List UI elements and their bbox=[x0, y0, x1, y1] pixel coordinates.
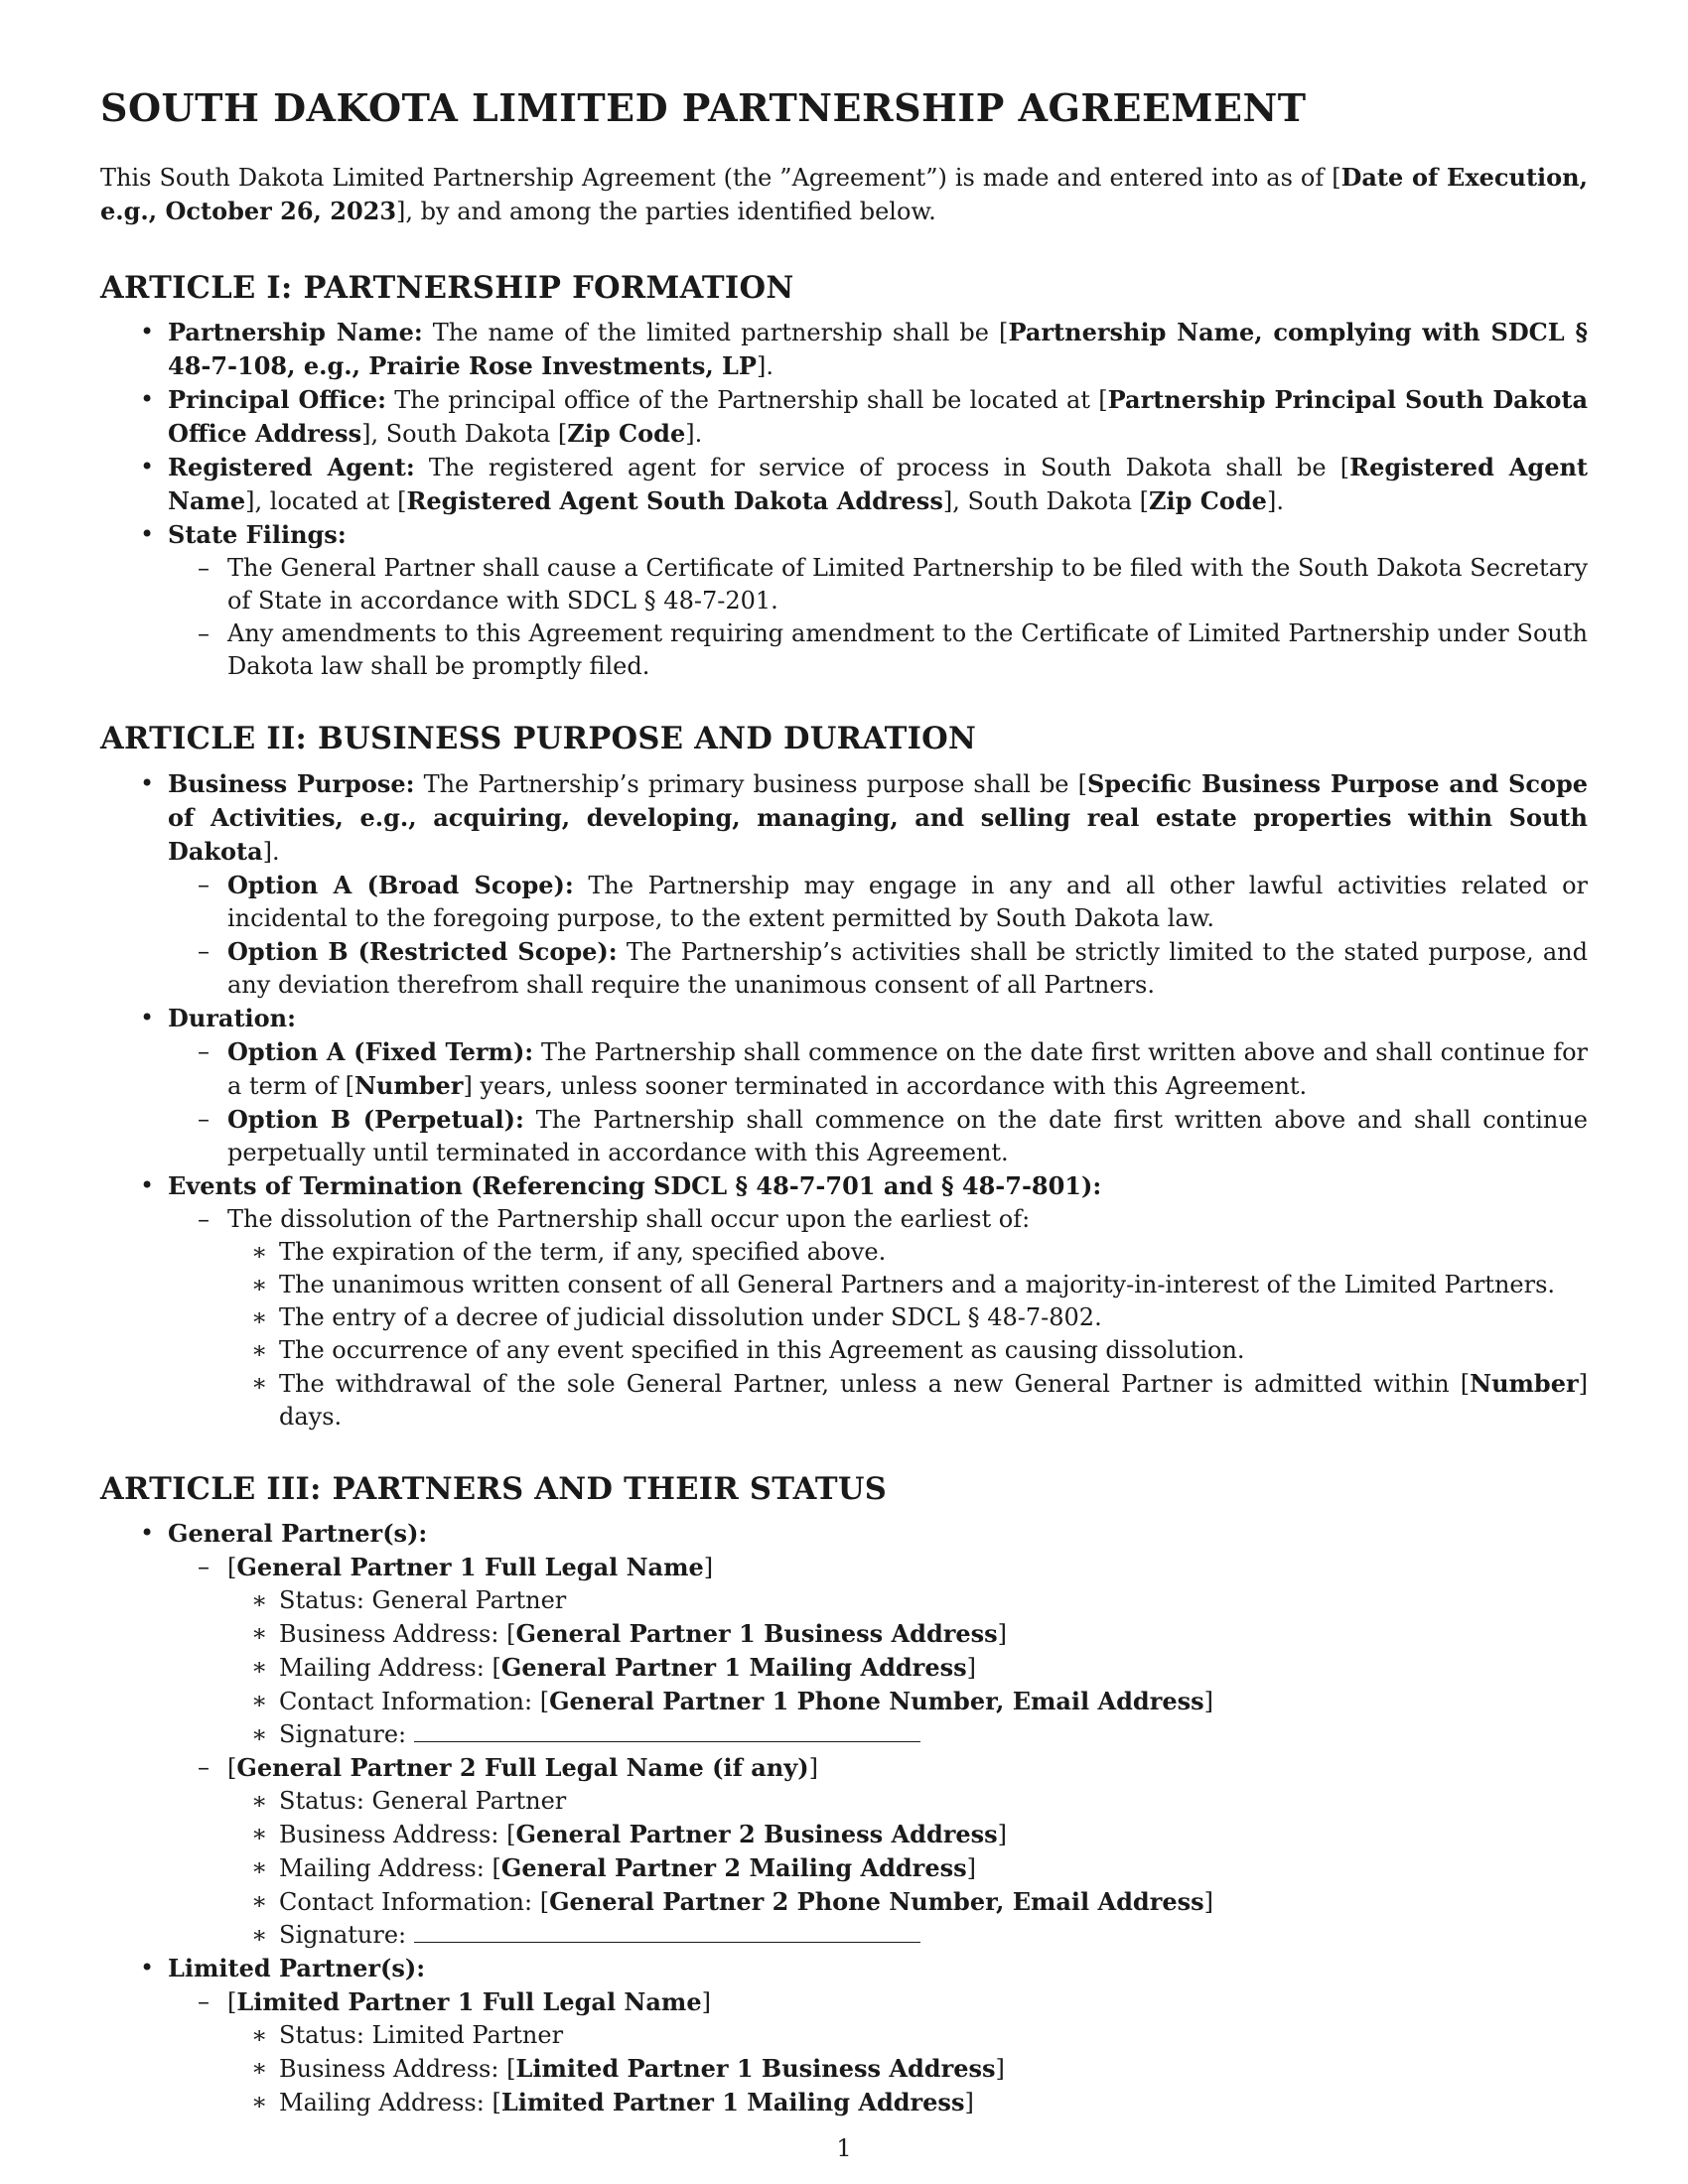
article-3-list bbox=[100, 1517, 1588, 2119]
intro-text: This South Dakota Limited Partnership Agreement (the ”Agreement”) is made and entered into as of [ bbox=[100, 163, 1341, 192]
list-item-perpetual: – Option B (Perpetual): The Partnership shall commence on the date first written above and shall continue perpetually until terminated in accordance with this Agreement. bbox=[168, 1103, 1588, 1169]
list-item: – Any amendments to this Agreement requiring amendment to the Certificate of Limited Partnership under South Dakota law shall be promptly filed. bbox=[168, 617, 1588, 683]
limited-partners-list bbox=[100, 1985, 1588, 2119]
list-item: ∗ The expiration of the term, if any, specified above. bbox=[227, 1236, 1588, 1269]
list-item: ∗ The unanimous written consent of all General Partners and a majority-in-interest of the Limited Partners. bbox=[227, 1269, 1588, 1301]
lp1-details bbox=[168, 2019, 1588, 2119]
general-partners-list bbox=[100, 1551, 1588, 1952]
list-item: ∗ The withdrawal of the sole General Partner, unless a new General Partner is admitted within [Number] days. bbox=[227, 1367, 1588, 1433]
list-item: – The General Partner shall cause a Certificate of Limited Partnership to be filed with the South Dakota Secretary of State in accordance with SDCL § 48-7-201. bbox=[168, 552, 1588, 617]
page-number: 1 bbox=[836, 2134, 852, 2162]
list-item-limited-partner-1: – [Limited Partner 1 Full Legal Name] ∗ Status: Limited Partner ∗ Business Address: [Limited Partner 1 Business Address] ∗ Mailing Address: [Limited Partner 1 Mailing Address] bbox=[168, 1985, 1588, 2119]
gp2-name-field: General Partner 2 Full Legal Name (if any) bbox=[236, 1753, 809, 1783]
agent-name-field: Registered Agent Name bbox=[168, 453, 1589, 516]
list-item: ∗ Status: General Partner bbox=[227, 1584, 1588, 1617]
termination-events-list bbox=[168, 1236, 1588, 1433]
list-item-partnership-name: • Partnership Name: The name of the limited partnership shall be [Partnership Name, complying with SDCL § 48-7-108, e.g., Prairie Rose Investments, LP]. bbox=[100, 316, 1588, 383]
agent-address-field: Registered Agent South Dakota Address bbox=[406, 486, 943, 516]
list-item: ∗ Signature: bbox=[227, 1718, 1588, 1751]
list-item-termination: • Events of Termination (Referencing SDCL § 48-7-701 and § 48-7-801): – The dissolution of the Partnership shall occur upon the earliest of: ∗ The expiration of the term, if any, specified above. ∗ The unanimous written consent of all General Partners and a majority-in-interest of the Limited Partners. ∗ The entry of a decree of judicial dissolution under SDCL § 48-7-802. ∗ The occurrence of any event specified in this Agreement as causing dissolution. ∗ The withdrawal of the sole General Partner, unless a new General Partner is admitted within [Number] days. bbox=[100, 1169, 1588, 1433]
gp2-signature-line[interactable] bbox=[414, 1920, 920, 1943]
document-page bbox=[100, 85, 1588, 2157]
list-item-fixed-term: – Option A (Fixed Term): The Partnership shall commence on the date first written above and shall continue for a term of [Number] years, unless sooner terminated in accordance with this Agreement. bbox=[168, 1035, 1588, 1103]
article-1-heading: ARTICLE I: PARTNERSHIP FORMATION bbox=[100, 269, 794, 306]
agent-zip-field: Zip Code bbox=[1149, 486, 1267, 516]
duration-options-list bbox=[100, 1035, 1588, 1169]
gp1-name-field: General Partner 1 Full Legal Name bbox=[236, 1553, 704, 1582]
list-item-general-partner-2: – [General Partner 2 Full Legal Name (if any)] ∗ Status: General Partner ∗ Business Address: [General Partner 2 Business Address] ∗ Mailing Address: [General Partner 2 Mailing Address] ∗ Contact Information: [General Partner 2 Phone Number, Email Address] ∗ Signature: bbox=[168, 1751, 1588, 1952]
list-item-business-purpose: • Business Purpose: The Partnership’s primary business purpose shall be [Specific Business Purpose and Scope of Activities, e.g., acquiring, developing, managing, and selling real estate properties within South Dakota]. – Option A (Broad Scope): The Partnership may engage in any and all other lawful activities related or incidental to the foregoing purpose, to the extent permitted by South Dakota law. – Option B (Restricted Scope): The Partnership’s activities shall be strictly limited to the stated purpose, and any deviation therefrom shall require the unanimous consent of all Partners. bbox=[100, 767, 1588, 1002]
purpose-options-list bbox=[100, 869, 1588, 1002]
gp1-details bbox=[168, 1584, 1588, 1751]
list-item: ∗ Mailing Address: [General Partner 1 Mailing Address] bbox=[227, 1651, 1588, 1685]
list-item: ∗ Status: Limited Partner bbox=[227, 2019, 1588, 2052]
list-item-registered-agent: • Registered Agent: The registered agent for service of process in South Dakota shall be [Registered Agent Name], located at [Registered Agent South Dakota Address], South Dakota [Zip Code]. bbox=[100, 451, 1588, 518]
termination-list bbox=[100, 1203, 1588, 1433]
list-item: ∗ Mailing Address: [Limited Partner 1 Mailing Address] bbox=[227, 2086, 1588, 2119]
list-item-duration: • Duration: – Option A (Fixed Term): The Partnership shall commence on the date first written above and shall continue for a term of [Number] years, unless sooner terminated in accordance with this Agreement. – Option B (Perpetual): The Partnership shall commence on the date first written above and shall continue perpetually until terminated in accordance with this Agreement. bbox=[100, 1002, 1588, 1169]
list-item-general-partners: • General Partner(s): – [General Partner 1 Full Legal Name] ∗ Status: General Partner ∗ Business Address: [General Partner 1 Business Address] ∗ Mailing Address: [General Partner 1 Mailing Address] ∗ Contact Information: [General Partner 1 Phone Number, Email Address] ∗ Signature: – [General Partner 2 Full Legal Name (if any)] ∗ Status: General Partner ∗ Business Address: [General Partner 2 Business Address] ∗ Mailing Address: [General Partner 2 Mailing Address] ∗ Contact Information: [General Partner 2 Phone Number, Email Address] ∗ Signature: bbox=[100, 1517, 1588, 1952]
article-1-list bbox=[100, 316, 1588, 683]
list-item-general-partner-1: – [General Partner 1 Full Legal Name] ∗ Status: General Partner ∗ Business Address: [General Partner 1 Business Address] ∗ Mailing Address: [General Partner 1 Mailing Address] ∗ Contact Information: [General Partner 1 Phone Number, Email Address] ∗ Signature: bbox=[168, 1551, 1588, 1751]
article-1 bbox=[100, 270, 1588, 684]
partnership-name-field: Partnership Name, complying with SDCL § 48-7-108, e.g., Prairie Rose Investments, LP bbox=[168, 318, 1588, 381]
list-item-limited-partners: • Limited Partner(s): – [Limited Partner 1 Full Legal Name] ∗ Status: Limited Partner ∗ Business Address: [Limited Partner 1 Business Address] ∗ Mailing Address: [Limited Partner 1 Mailing Address] bbox=[100, 1952, 1588, 2119]
list-item: ∗ Business Address: [Limited Partner 1 Business Address] bbox=[227, 2052, 1588, 2086]
list-item-option-b: – Option B (Restricted Scope): The Partnership’s activities shall be strictly limited to the stated purpose, and any deviation therefrom shall require the unanimous consent of all Partners. bbox=[168, 935, 1588, 1002]
state-filings-list bbox=[100, 552, 1588, 683]
article-2-heading: ARTICLE II: BUSINESS PURPOSE AND DURATION bbox=[100, 721, 977, 757]
list-item: ∗ Status: General Partner bbox=[227, 1785, 1588, 1818]
list-item: ∗ Contact Information: [General Partner 1 Phone Number, Email Address] bbox=[227, 1685, 1588, 1718]
office-zip-field: Zip Code bbox=[567, 419, 686, 449]
list-item: ∗ Mailing Address: [General Partner 2 Mailing Address] bbox=[227, 1851, 1588, 1885]
list-item: ∗ Contact Information: [General Partner 2 Phone Number, Email Address] bbox=[227, 1885, 1588, 1919]
list-item: ∗ Signature: bbox=[227, 1919, 1588, 1952]
list-item: – The dissolution of the Partnership shall occur upon the earliest of: ∗ The expiration of the term, if any, specified above. ∗ The unanimous written consent of all General Partners and a majority-in-interest of the Limited Partners. ∗ The entry of a decree of judicial dissolution under SDCL § 48-7-802. ∗ The occurrence of any event specified in this Agreement as causing dissolution. ∗ The withdrawal of the sole General Partner, unless a new General Partner is admitted within [Number] days. bbox=[168, 1203, 1588, 1433]
intro-text-end: ], by and among the parties identified below. bbox=[396, 197, 936, 225]
article-3-heading: ARTICLE III: PARTNERS AND THEIR STATUS bbox=[100, 1470, 888, 1507]
list-item: ∗ Business Address: [General Partner 1 Business Address] bbox=[227, 1617, 1588, 1651]
list-item-state-filings: • State Filings: – The General Partner shall cause a Certificate of Limited Partnership to be filed with the South Dakota Secretary of State in accordance with SDCL § 48-7-201. – Any amendments to this Agreement requiring amendment to the Certificate of Limited Partnership under South Dakota law shall be promptly filed. bbox=[100, 518, 1588, 683]
document-title: SOUTH DAKOTA LIMITED PARTNERSHIP AGREEMENT bbox=[100, 85, 1307, 130]
list-item-option-a: – Option A (Broad Scope): The Partnership may engage in any and all other lawful activities related or incidental to the foregoing purpose, to the extent permitted by South Dakota law. bbox=[168, 869, 1588, 935]
execution-date-field: Date of Execution, e.g., October 26, 2023 bbox=[100, 162, 1588, 225]
office-address-field: Partnership Principal South Dakota Office Address bbox=[168, 385, 1589, 449]
term-number-field: Number bbox=[353, 1070, 464, 1100]
gp1-signature-line[interactable] bbox=[414, 1719, 920, 1742]
lp1-name-field: Limited Partner 1 Full Legal Name bbox=[236, 1987, 702, 2017]
list-item-principal-office: • Principal Office: The principal office of the Partnership shall be located at [Partnership Principal South Dakota Office Address], South Dakota [Zip Code]. bbox=[100, 383, 1588, 451]
article-2-list bbox=[100, 767, 1588, 1433]
gp2-details bbox=[168, 1785, 1588, 1952]
intro-paragraph bbox=[100, 161, 1588, 228]
article-2 bbox=[100, 721, 1588, 1433]
list-item: ∗ The occurrence of any event specified in this Agreement as causing dissolution. bbox=[227, 1334, 1588, 1367]
list-item: ∗ The entry of a decree of judicial dissolution under SDCL § 48-7-802. bbox=[227, 1301, 1588, 1334]
withdrawal-days-field: Number bbox=[1470, 1368, 1579, 1398]
list-item: ∗ Business Address: [General Partner 2 Business Address] bbox=[227, 1818, 1588, 1851]
article-3 bbox=[100, 1471, 1588, 2120]
business-purpose-field: Specific Business Purpose and Scope of Activities, e.g., acquiring, developing, managing, and selling real estate properties within South Dakota bbox=[168, 768, 1589, 866]
